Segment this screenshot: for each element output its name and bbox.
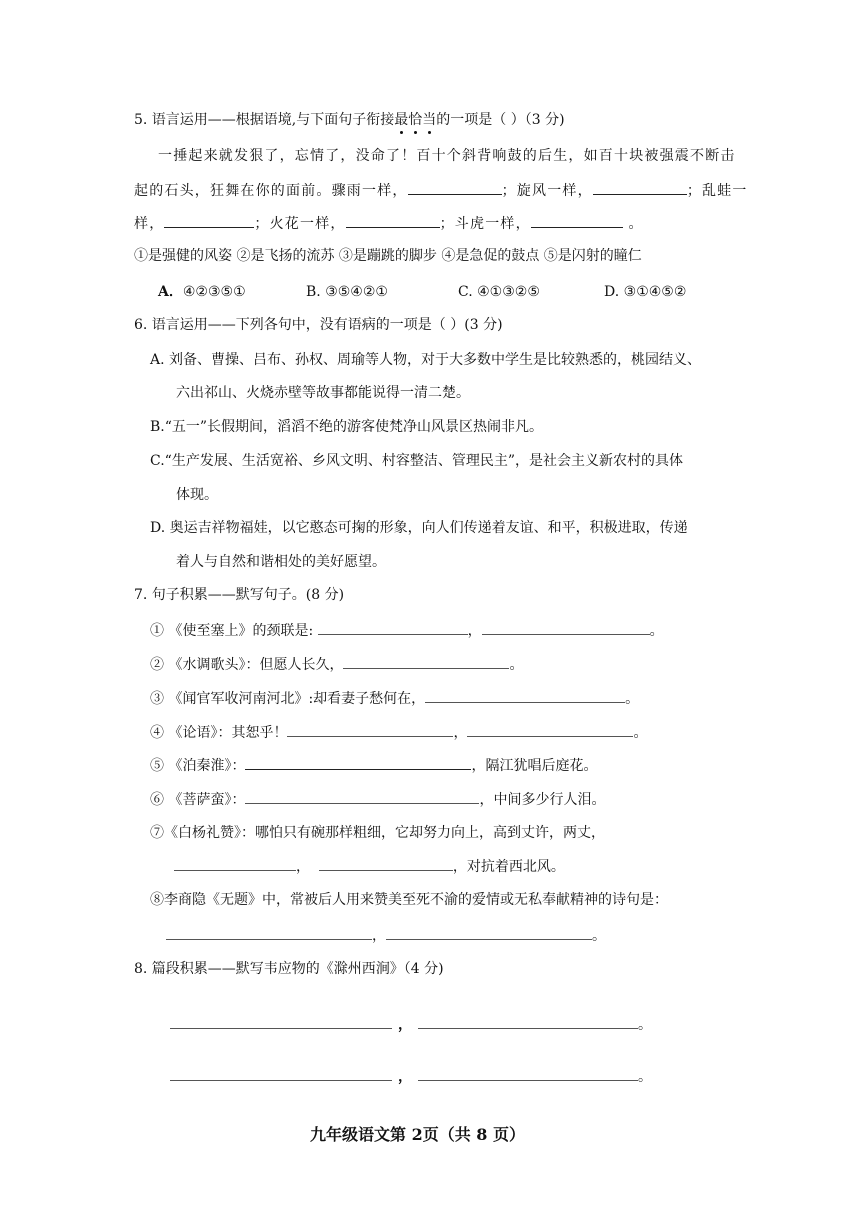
q6-option-d-line-2: 着人与自然和谐相处的美好愿望。 xyxy=(176,554,386,570)
choice-label: A． xyxy=(158,284,183,300)
q7-item-7-line-1: ⑦《白杨礼赞》：哪怕只有碗那样粗细，它却努力向上，高到丈许，两丈， xyxy=(150,825,605,841)
q7-item-3 xyxy=(150,688,639,709)
choice-text: ③①④⑤② xyxy=(623,284,687,300)
q8-line-2-blank-2[interactable] xyxy=(418,1066,638,1081)
q5-blank-2[interactable] xyxy=(593,180,687,195)
q5-passage-line-2 xyxy=(134,180,748,201)
q6-heading: 6. 语言运用——下列各句中，没有语病的一项是（ ）(3 分) xyxy=(134,317,503,333)
q7-item-3-blank[interactable] xyxy=(425,688,625,703)
q5-emph-char-1: 最 xyxy=(394,112,409,128)
q7-item-4-sep: ， xyxy=(453,725,468,741)
q7-item-7-blank-1[interactable] xyxy=(174,856,296,871)
choice-text: ④①③②⑤ xyxy=(477,284,540,300)
q8-line-1-blank-1[interactable] xyxy=(170,1014,392,1029)
q5-emph-char-2: 恰 xyxy=(408,112,423,128)
q7-item-3-text: ③ 《闻官军收河南河北》:却看妻子愁何在， xyxy=(150,691,426,707)
q6-option-c-line-2: 体现。 xyxy=(176,487,218,503)
q7-item-6 xyxy=(150,789,605,810)
q7-item-1-blank-2[interactable] xyxy=(482,620,650,635)
q5-choice-c[interactable] xyxy=(458,282,540,302)
q6-option-a-line-2: 六出祁山、火烧赤壁等故事都能说得一清二楚。 xyxy=(176,385,470,401)
q7-item-5-blank[interactable] xyxy=(245,755,471,770)
q6-option-d-line-1[interactable]: D. 奥运吉祥物福娃，以它憨态可掬的形象，向人们传递着友谊、和平，积极进取，传递 xyxy=(150,520,688,536)
q7-item-8-blank-1[interactable] xyxy=(166,925,372,940)
q8-line-2-sep: ， xyxy=(398,1069,412,1085)
choice-text: ④②③⑤① xyxy=(182,284,246,300)
q6-option-c-line-1[interactable]: C.“生产发展、生活宽裕、乡风文明、村容整洁、管理民主”，是社会主义新农村的具体 xyxy=(150,453,683,469)
q7-item-4-end: 。 xyxy=(633,725,648,741)
q8-answer-line-2 xyxy=(170,1066,652,1087)
q5-line2-a: 起的石头，狂舞在你的面前。骤雨一样， xyxy=(134,183,408,199)
q7-item-5 xyxy=(150,755,597,776)
q7-heading: 7. 句子积累——默写句子。(8 分) xyxy=(134,587,345,603)
q5-blank-4[interactable] xyxy=(346,213,440,228)
q7-item-8-sep: ， xyxy=(372,928,386,944)
choice-text: ③⑤④②① xyxy=(325,284,388,300)
q6-option-b[interactable]: B.“五一”长假期间，滔滔不绝的游客使梵净山风景区热闹非凡。 xyxy=(150,419,544,435)
q5-heading xyxy=(134,110,565,130)
page-footer: 九年级语文第 2页（共 8 页） xyxy=(310,1125,525,1144)
q5-line3-a: 样， xyxy=(134,216,165,232)
q5-blank-5[interactable] xyxy=(531,213,623,228)
q5-passage-line-1: 一捶起来就发狠了，忘情了，没命了！百十个斜背响鼓的后生，如百十块被强震不断击 xyxy=(158,148,736,164)
q7-item-8-end: 。 xyxy=(592,928,606,944)
q5-heading-text: 5. 语言运用——根据语境,与下面句子衔接 xyxy=(134,112,395,128)
q7-item-8-line-1: ⑧李商隐《无题》中，常被后人用来赞美至死不渝的爱情或无私奉献精神的诗句是： xyxy=(150,892,668,908)
q7-item-1-blank-1[interactable] xyxy=(318,620,468,635)
q7-item-8-line-2 xyxy=(166,925,606,946)
q7-item-8-blank-2[interactable] xyxy=(386,925,592,940)
q7-item-1-end: 。 xyxy=(649,623,664,639)
q7-item-6-blank[interactable] xyxy=(245,789,479,804)
choice-label: D. xyxy=(604,284,620,300)
q7-item-6-post: ，中间多少行人泪。 xyxy=(479,792,606,808)
q7-item-2 xyxy=(150,654,523,675)
q8-line-1-blank-2[interactable] xyxy=(418,1014,638,1029)
q7-item-7-line-2 xyxy=(174,856,565,877)
q5-line2-c: ；乱蛙一 xyxy=(686,183,748,199)
q8-line-2-blank-1[interactable] xyxy=(170,1066,392,1081)
q7-item-1-text: ① 《使至塞上》的颈联是: xyxy=(150,623,314,639)
q7-item-4-blank-2[interactable] xyxy=(467,722,633,737)
q8-heading: 8. 篇段积累——默写韦应物的《滁州西涧》（4 分) xyxy=(134,961,444,977)
q7-item-7-sep: ， xyxy=(296,859,310,875)
q7-item-3-end: 。 xyxy=(625,691,640,707)
q5-line3-c: ；斗虎一样， xyxy=(439,216,531,232)
q5-blank-1[interactable] xyxy=(408,180,502,195)
q5-line3-d: 。 xyxy=(622,216,644,232)
q5-line3-b: ；火花一样， xyxy=(254,216,346,232)
choice-label: C. xyxy=(458,284,473,300)
q7-item-7-post: ，对抗着西北风。 xyxy=(452,859,565,875)
q5-options: ①是强健的风姿 ②是飞扬的流苏 ③是蹦跳的脚步 ④是急促的鼓点 ⑤是闪射的瞳仁 xyxy=(134,248,642,264)
q8-line-1-end: 。 xyxy=(638,1017,652,1033)
q7-item-5-text: ⑤ 《泊秦淮》： xyxy=(150,758,246,774)
q7-item-4 xyxy=(150,722,647,743)
q5-heading-end: 的一项是（ ）（3 分) xyxy=(436,112,565,128)
q7-item-4-blank-1[interactable] xyxy=(287,722,453,737)
q7-item-7-blank-2[interactable] xyxy=(319,856,453,871)
q7-item-2-text: ② 《水调歌头》：但愿人长久， xyxy=(150,657,344,673)
q5-emph-char-3: 当 xyxy=(422,112,437,128)
q5-blank-3[interactable] xyxy=(164,213,254,228)
q7-item-1 xyxy=(150,620,664,641)
q5-passage-line-3 xyxy=(134,213,644,234)
q5-choice-d[interactable] xyxy=(604,282,686,302)
q8-line-1-sep: ， xyxy=(398,1017,412,1033)
q7-item-2-blank[interactable] xyxy=(343,654,509,669)
q8-line-2-end: 。 xyxy=(638,1069,652,1085)
q6-option-a-line-1[interactable]: A. 刘备、曹操、吕布、孙权、周瑜等人物，对于大多数中学生是比较熟悉的，桃园结义、 xyxy=(150,352,702,368)
q7-item-4-text: ④ 《论语》：其恕乎！ xyxy=(150,725,288,741)
q5-choice-b[interactable] xyxy=(306,282,388,302)
q7-item-1-sep: ， xyxy=(467,623,482,639)
q5-choice-a[interactable] xyxy=(158,282,246,302)
choice-label: B. xyxy=(306,284,321,300)
q8-answer-line-1 xyxy=(170,1014,652,1035)
q5-line2-b: ；旋风一样， xyxy=(501,183,593,199)
q7-item-2-end: 。 xyxy=(509,657,524,673)
q7-item-6-text: ⑥ 《菩萨蛮》： xyxy=(150,792,246,808)
q7-item-5-post: ，隔江犹唱后庭花。 xyxy=(471,758,598,774)
